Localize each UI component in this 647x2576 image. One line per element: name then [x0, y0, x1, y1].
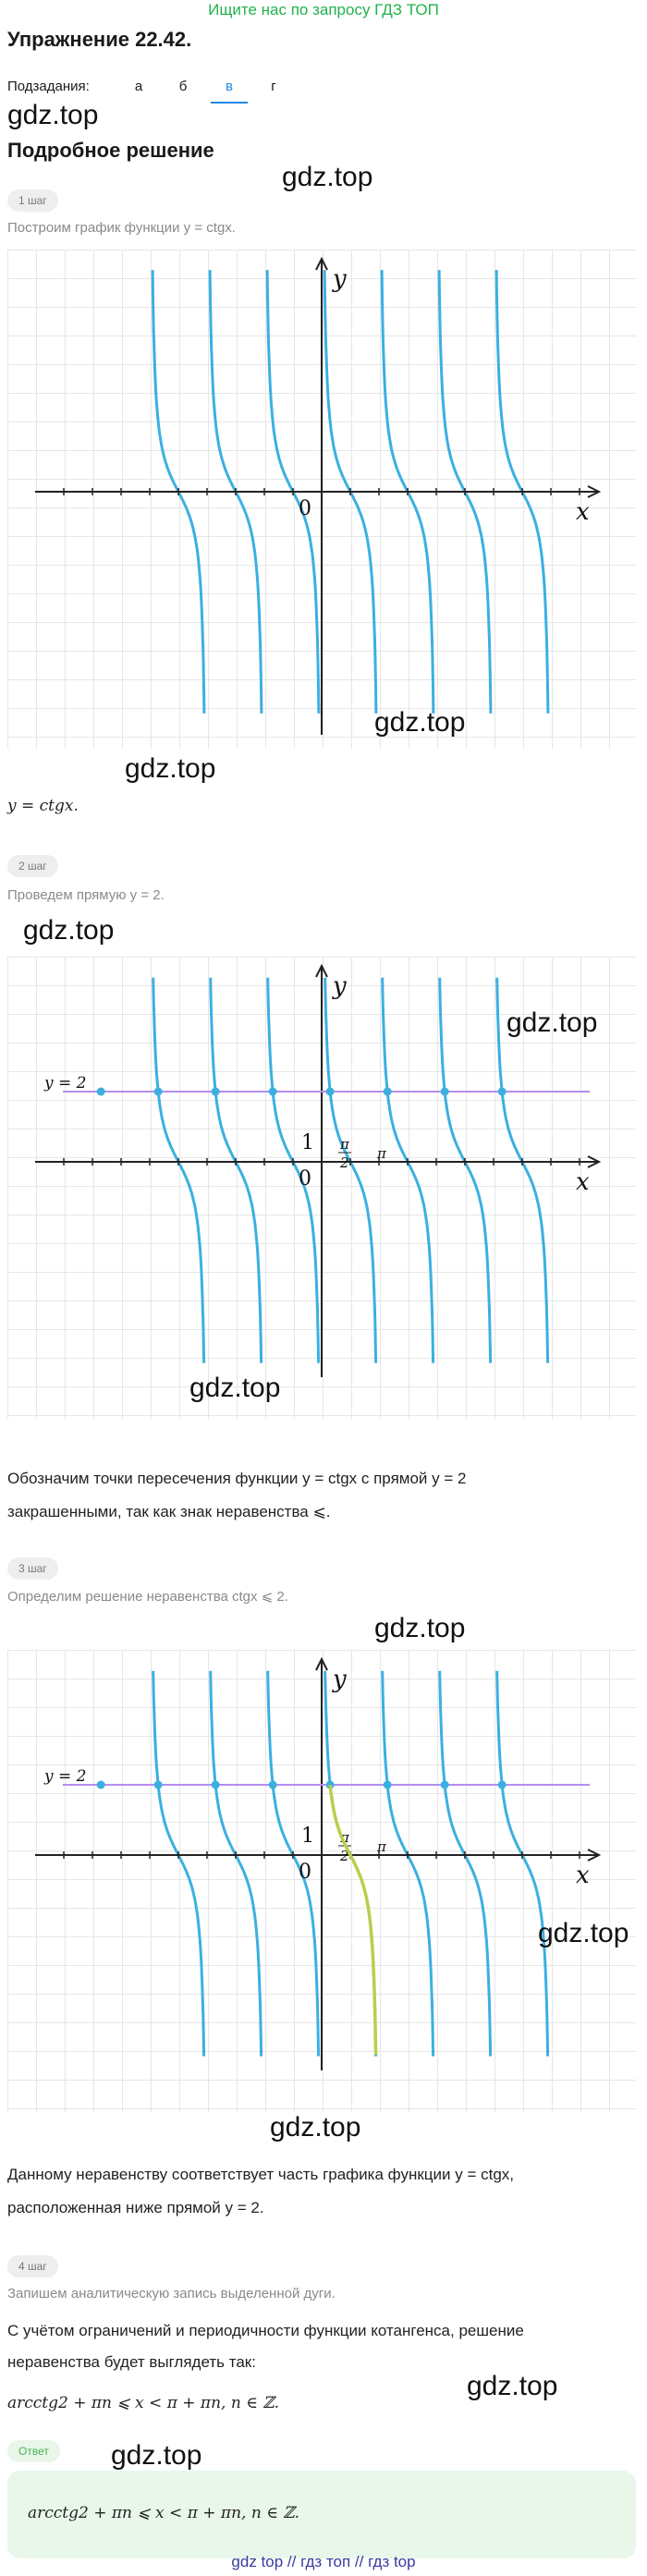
origin-label: 0	[299, 1861, 311, 1884]
x-axis-label: x	[576, 1168, 590, 1196]
step-text: Построим график функции y = ctgx.	[7, 220, 236, 236]
x-axis-label: x	[576, 1862, 590, 1889]
solution-formula: arcctg2 + πn ⩽ x < π + πn, n ∈ ℤ.	[7, 2394, 280, 2412]
pi-half-denominator: 2	[340, 1848, 349, 1864]
watermark: gdz.top	[374, 707, 466, 738]
pi-half-denominator: 2	[340, 1154, 349, 1171]
origin-label: 0	[299, 1167, 311, 1190]
intersection-point	[498, 1781, 507, 1789]
one-label: 1	[301, 1131, 314, 1154]
watermark: gdz.top	[7, 100, 99, 130]
cot-branch	[211, 1671, 262, 2057]
step-badge: 1 шаг	[7, 189, 58, 212]
watermark: gdz.top	[282, 162, 373, 192]
tab-g[interactable]: г	[271, 79, 276, 94]
cot-branch	[153, 1671, 204, 2057]
pi-half-numerator: π	[340, 1136, 349, 1153]
intersection-point	[441, 1781, 449, 1789]
graph-step1	[7, 250, 636, 749]
cot-branch	[211, 978, 262, 1363]
intersection-point	[154, 1088, 163, 1096]
tab-v[interactable]: в	[211, 79, 248, 104]
page-title: Упражнение 22.42.	[7, 28, 192, 51]
watermark: gdz.top	[270, 2112, 361, 2143]
cot-graph	[7, 250, 636, 749]
footer-links[interactable]: gdz top // гдз топ // гдз top	[231, 2553, 416, 2570]
solution-heading: Подробное решение	[7, 139, 214, 162]
tab-b[interactable]: б	[178, 79, 188, 94]
intersection-point	[97, 1088, 105, 1096]
watermark: gdz.top	[507, 1007, 598, 1038]
origin-label: 0	[299, 497, 311, 520]
cot-branch	[325, 978, 376, 1363]
cot-branch	[383, 1671, 433, 2057]
solution-arc	[330, 1785, 375, 2055]
step-text: Определим решение неравенства ctgx ⩽ 2.	[7, 1589, 288, 1605]
cot-branch	[497, 1671, 548, 2057]
cot-graph-solution	[7, 1650, 636, 2112]
watermark: gdz.top	[111, 2440, 202, 2471]
cot-branch	[440, 978, 491, 1363]
step-text: Запишем аналитическую запись выделенной дуги.	[7, 2286, 336, 2301]
answer-formula: arcctg2 + πn ⩽ x < π + πn, n ∈ ℤ.	[28, 2504, 300, 2522]
y-axis-label: y	[333, 972, 347, 1000]
answer-box	[7, 2471, 636, 2558]
watermark: gdz.top	[125, 753, 216, 784]
intersection-point	[441, 1088, 449, 1096]
watermark: gdz.top	[189, 1373, 281, 1403]
line-label: y = 2	[44, 1767, 87, 1786]
tab-a[interactable]: а	[134, 79, 143, 94]
intersection-point	[269, 1781, 277, 1789]
intersection-point	[384, 1088, 392, 1096]
one-label: 1	[301, 1825, 314, 1848]
cot-branch	[440, 1671, 491, 2057]
step-after-text: Обозначим точки пересечения функции y = ctgx с прямой y = 2 закрашенными, так как знак неравенства ⩽.	[7, 1470, 467, 1520]
cot-branch	[325, 1671, 376, 2057]
step-text: Проведем прямую y = 2.	[7, 887, 165, 903]
watermark: gdz.top	[23, 915, 115, 946]
intersection-point	[326, 1088, 335, 1096]
step-body: С учётом ограничений и периодичности функции котангенса, решение неравенства будет выглядеть так:	[7, 2322, 524, 2371]
x-axis-label: x	[576, 498, 590, 526]
step-badge: 4 шаг	[7, 2255, 58, 2277]
cot-branch	[383, 978, 433, 1363]
graph-caption: y = ctgx.	[7, 797, 79, 815]
step-after-text: Данному неравенству соответствует часть графика функции y = ctgx, расположенная ниже прямой y = 2.	[7, 2166, 515, 2216]
y-axis-label: y	[333, 1666, 347, 1693]
watermark: gdz.top	[538, 1918, 629, 1948]
intersection-point	[384, 1781, 392, 1789]
intersection-point	[97, 1781, 105, 1789]
watermark: gdz.top	[374, 1613, 466, 1643]
intersection-point	[154, 1781, 163, 1789]
intersection-point	[498, 1088, 507, 1096]
answer-badge: Ответ	[7, 2440, 60, 2462]
intersection-point	[212, 1781, 220, 1789]
cot-branch	[153, 978, 204, 1363]
y-axis-label: y	[333, 265, 347, 293]
pi-label: π	[377, 1838, 386, 1855]
step-badge: 3 шаг	[7, 1557, 58, 1580]
watermark: gdz.top	[467, 2371, 558, 2401]
line-label: y = 2	[44, 1074, 87, 1093]
pi-half-numerator: π	[340, 1829, 349, 1846]
pi-label: π	[377, 1145, 386, 1162]
subtasks-label: Подзадания:	[7, 79, 90, 94]
intersection-point	[269, 1088, 277, 1096]
intersection-point	[212, 1088, 220, 1096]
graph-step3	[7, 1650, 636, 2112]
step-badge: 2 шаг	[7, 855, 58, 877]
search-banner[interactable]: Ищите нас по запросу ГДЗ ТОП	[208, 1, 439, 18]
